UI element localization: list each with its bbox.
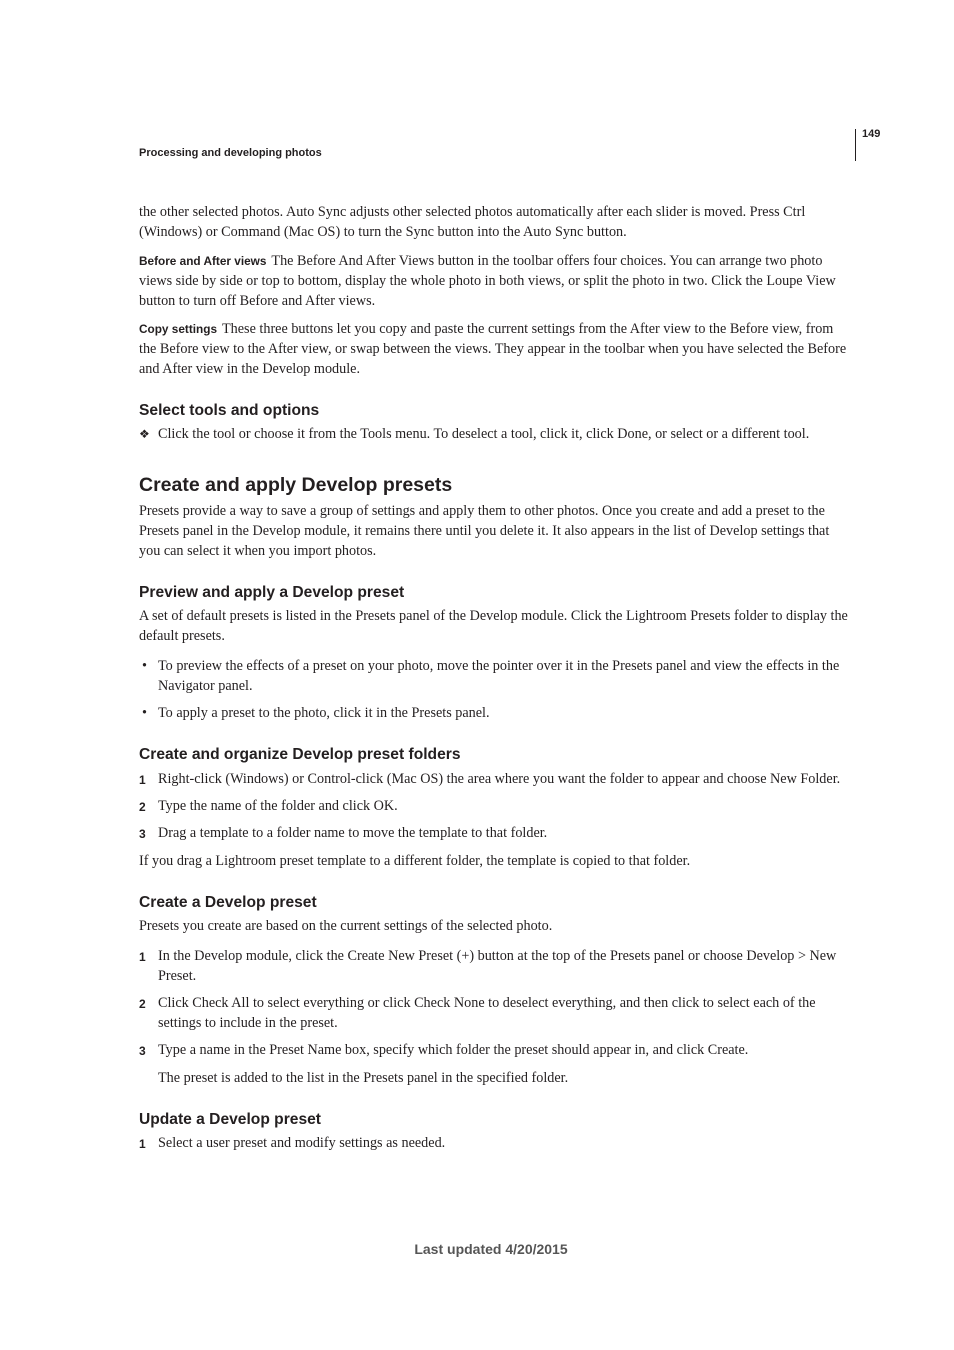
- bullet-text: To preview the effects of a preset on your photo, move the pointer over it in the Presets panel and view the effects in the Navigator panel.: [158, 658, 840, 694]
- step-text: Click Check All to select everything or click Check None to deselect everything, and then click to select each of the settings to include in the preset.: [158, 995, 816, 1031]
- step-diamond-icon: ❖: [139, 427, 150, 441]
- bullet-icon: •: [142, 705, 147, 721]
- last-updated-footer: Last updated 4/20/2015: [414, 1241, 568, 1257]
- numbered-step: [139, 946, 851, 986]
- numbered-step: [139, 796, 851, 816]
- before-after-paragraph: [139, 251, 851, 311]
- numbered-step: [139, 993, 851, 1033]
- update-preset-heading: Update a Develop preset: [139, 1111, 321, 1128]
- select-tools-heading: Select tools and options: [139, 402, 320, 419]
- bullet-icon: •: [142, 658, 147, 674]
- create-preset-body: Presets you create are based on the current settings of the selected photo.: [139, 918, 553, 934]
- preview-apply-heading: Preview and apply a Develop preset: [139, 584, 405, 601]
- step-number: 1: [139, 950, 146, 964]
- organize-folders-heading: Create and organize Develop preset folders: [139, 746, 461, 763]
- copy-settings-text: These three buttons let you copy and paste the current settings from the After view to the Before view, from the Before view to the After view, or swap between the views. They appear in the toolbar when you have selected the Before and After view in the Develop module.: [139, 321, 847, 377]
- organize-folders-note: If you drag a Lightroom preset template to a different folder, the template is copied to that folder.: [139, 853, 691, 869]
- preview-apply-body: A set of default presets is listed in the Presets panel of the Develop module. Click the Lightroom Presets folder to display the default presets.: [139, 608, 848, 644]
- create-apply-body: Presets provide a way to save a group of settings and apply them to other photos. Once you create and add a preset to the Presets panel in the Develop module, it remains there until you delete it. It also appears in the list of Develop settings that you can select it when you import photos.: [139, 503, 830, 559]
- numbered-step: [139, 1133, 851, 1153]
- create-preset-result: The preset is added to the list in the Presets panel in the specified folder.: [158, 1070, 569, 1086]
- step-number: 2: [139, 800, 146, 814]
- create-preset-heading: Create a Develop preset: [139, 894, 317, 911]
- step-text: Type the name of the folder and click OK.: [158, 798, 398, 814]
- page-number: 149: [862, 128, 881, 140]
- numbered-step: [139, 823, 851, 843]
- page-content: [139, 202, 851, 1153]
- copy-settings-runin: Copy settings: [139, 322, 217, 336]
- step-text: Select a user preset and modify settings as needed.: [158, 1135, 446, 1151]
- numbered-step: [139, 1040, 851, 1060]
- bullet-text: To apply a preset to the photo, click it in the Presets panel.: [158, 705, 490, 721]
- numbered-step: [139, 769, 851, 789]
- list-item: [139, 656, 851, 696]
- list-item: [139, 703, 851, 723]
- copy-settings-paragraph: [139, 319, 851, 379]
- step-number: 3: [139, 827, 146, 841]
- header-rule: [855, 129, 856, 161]
- step-number: 2: [139, 997, 146, 1011]
- step-text: In the Develop module, click the Create New Preset (+) button at the top of the Presets panel or choose Develop > New Preset.: [158, 948, 837, 984]
- step-number: 1: [139, 773, 146, 787]
- continuation-paragraph: the other selected photos. Auto Sync adjusts other selected photos automatically after each slider is moved. Press Ctrl (Windows) or Command (Mac OS) to turn the Sync button into the Auto Sync button.: [139, 204, 806, 240]
- create-apply-heading: Create and apply Develop presets: [139, 474, 453, 496]
- select-tools-step-text: Click the tool or choose it from the Tools menu. To deselect a tool, click it, click Done, or select or a different tool.: [158, 426, 810, 442]
- step-text: Drag a template to a folder name to move the template to that folder.: [158, 825, 548, 841]
- step-text: Right-click (Windows) or Control-click (Mac OS) the area where you want the folder to appear and choose New Folder.: [158, 771, 841, 787]
- before-after-runin: Before and After views: [139, 254, 267, 268]
- before-after-text: The Before And After Views button in the toolbar offers four choices. You can arrange two photo views side by side or top to bottom, display the whole photo in both views, or split the photo in two. Click the Loupe View button to turn off Before and After views.: [139, 253, 836, 309]
- step-number: 3: [139, 1044, 146, 1058]
- select-tools-step: [139, 424, 851, 444]
- running-head: Processing and developing photos: [139, 147, 322, 159]
- step-text: Type a name in the Preset Name box, specify which folder the preset should appear in, and click Create.: [158, 1042, 749, 1058]
- step-number: 1: [139, 1137, 146, 1151]
